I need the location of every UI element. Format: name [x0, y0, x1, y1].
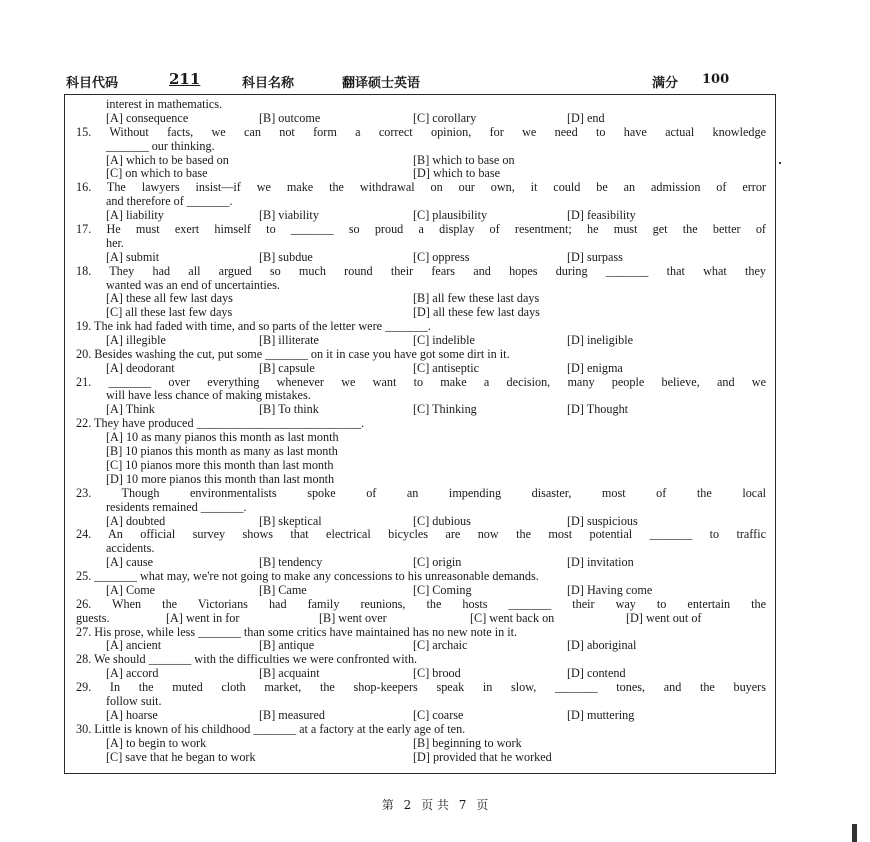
- text-line: [B] 10 pianos this month as many as last month: [106, 444, 338, 458]
- text-line: [B] To think: [259, 402, 319, 416]
- text-line: [C] on which to base: [106, 166, 208, 180]
- text-line: 18. They had all argued so much round their fears and hopes during _______ that what they: [76, 264, 766, 278]
- text-line: [D] surpass: [567, 250, 623, 264]
- text-line: 30. Little is known of his childhood _______ at a factory at the early age of ten.: [76, 722, 466, 736]
- text-line: [B] antique: [259, 638, 315, 652]
- text-line: [A] to begin to work: [106, 736, 207, 750]
- text-line: _______ our thinking.: [106, 139, 215, 153]
- text-line: [D] which to base: [413, 166, 500, 180]
- text-line: interest in mathematics.: [106, 97, 223, 111]
- text-line: accidents.: [106, 541, 155, 555]
- page-footer: [0, 796, 870, 813]
- text-line: 15. Without facts, we can not form a correct opinion, for we need to have actual knowledge: [76, 125, 766, 139]
- subject-name-label: 科目名称: [242, 76, 295, 91]
- text-line: [C] all these last few days: [106, 305, 233, 319]
- text-line: [B] viability: [259, 208, 319, 222]
- text-line: [B] beginning to work: [413, 736, 522, 750]
- text-line: [D] end: [567, 111, 605, 125]
- text-line: [C] Thinking: [413, 402, 477, 416]
- text-line: [A] liability: [106, 208, 164, 222]
- text-line: [A] submit: [106, 250, 160, 264]
- text-line: [B] went over: [319, 611, 387, 625]
- text-line: [B] outcome: [259, 111, 321, 125]
- text-line: [A] ancient: [106, 638, 162, 652]
- text-line: 19. The ink had faded with time, and so parts of the letter were _______.: [76, 319, 431, 333]
- text-line: 20. Besides washing the cut, put some _______ on it in case you have got some dirt in it.: [76, 347, 510, 361]
- text-line: [D] 10 more pianos this month than last month: [106, 472, 335, 486]
- text-line: [D] ineligible: [567, 333, 633, 347]
- text-line: [A] Come: [106, 583, 156, 597]
- text-line: and therefore of _______.: [106, 194, 233, 208]
- text-line: [B] all few these last days: [413, 291, 540, 305]
- full-score-label: 满分: [652, 76, 679, 91]
- text-line: [C] 10 pianos more this month than last month: [106, 458, 334, 472]
- text-line: residents remained _______.: [106, 500, 247, 514]
- text-line: [B] Came: [259, 583, 307, 597]
- scan-mark: [852, 824, 857, 842]
- text-line: [B] capsule: [259, 361, 315, 375]
- page-prefix: 第: [381, 798, 394, 812]
- text-line: [A] went in for: [166, 611, 240, 625]
- subject-name-value: 翻译硕士英语: [342, 76, 421, 91]
- text-line: [C] corollary: [413, 111, 477, 125]
- text-line: [A] 10 as many pianos this month as last month: [106, 430, 339, 444]
- page-suffix: 页: [476, 798, 489, 812]
- text-line: [C] oppress: [413, 250, 470, 264]
- exam-header: [66, 72, 778, 92]
- page-number: 2: [403, 798, 412, 812]
- text-line: [D] provided that he worked: [413, 750, 552, 764]
- text-line: [C] archaic: [413, 638, 468, 652]
- text-line: [A] which to be based on: [106, 153, 229, 167]
- text-line: [D] all these few last days: [413, 305, 540, 319]
- text-line: [A] Think: [106, 402, 155, 416]
- subject-code-value: 211: [169, 70, 201, 88]
- text-line: [D] enigma: [567, 361, 623, 375]
- text-line: [B] tendency: [259, 555, 323, 569]
- page-middle: 页 共: [421, 798, 449, 812]
- text-line: [C] indelible: [413, 333, 475, 347]
- text-line: [C] dubious: [413, 514, 471, 528]
- text-line: 22. They have produced ___________________________.: [76, 416, 365, 430]
- text-line: [D] Thought: [567, 402, 629, 416]
- full-score-value: 100: [702, 72, 730, 87]
- text-line: 21. _______ over everything whenever we want to make a decision, many people believe, and we: [76, 375, 766, 389]
- text-line: 24. An official survey shows that electrical bicycles are now the most potential _______ to traffic: [76, 527, 766, 541]
- text-line: [C] save that he began to work: [106, 750, 256, 764]
- text-line: 29. In the muted cloth market, the shop-keepers speak in slow, _______ tones, and the buyers: [76, 680, 766, 694]
- text-line: [B] illiterate: [259, 333, 319, 347]
- text-line: [B] measured: [259, 708, 325, 722]
- text-line: [A] these all few last days: [106, 291, 233, 305]
- text-line: [A] illegible: [106, 333, 166, 347]
- text-line: [C] coarse: [413, 708, 464, 722]
- text-line: [C] Coming: [413, 583, 472, 597]
- text-line: [C] brood: [413, 666, 461, 680]
- text-line: [C] antiseptic: [413, 361, 479, 375]
- text-line: [C] plausibility: [413, 208, 488, 222]
- text-line: [A] doubted: [106, 514, 166, 528]
- subject-code-label: 科目代码: [66, 76, 119, 91]
- text-line: [D] invitation: [567, 555, 634, 569]
- text-line: will have less chance of making mistakes.: [106, 388, 311, 402]
- text-line: [A] deodorant: [106, 361, 175, 375]
- text-line: 26. When the Victorians had family reunions, the hosts _______ their way to entertain the: [76, 597, 766, 611]
- text-line: 16. The lawyers insist—if we make the withdrawal on our own, it could be an admission of error: [76, 180, 766, 194]
- text-line: [B] subdue: [259, 250, 313, 264]
- text-line: 23. Though environmentalists spoke of an impending disaster, most of the local: [76, 486, 766, 500]
- text-line: [A] accord: [106, 666, 159, 680]
- text-line: 27. His prose, while less _______ than some critics have maintained has no new note in it.: [76, 625, 518, 639]
- text-line: guests.: [76, 611, 110, 625]
- text-line: 25. _______ what may, we're not going to make any concessions to his unreasonable demands.: [76, 569, 539, 583]
- text-line: [D] feasibility: [567, 208, 636, 222]
- text-line: [A] consequence: [106, 111, 189, 125]
- text-line: [A] hoarse: [106, 708, 158, 722]
- scan-dot: [779, 162, 781, 164]
- text-line: [D] suspicious: [567, 514, 638, 528]
- text-line: her.: [106, 236, 124, 250]
- text-line: wanted was an end of uncertainties.: [106, 278, 280, 292]
- text-line: [C] went back on: [470, 611, 555, 625]
- text-line: [B] which to base on: [413, 153, 515, 167]
- text-line: [B] acquaint: [259, 666, 320, 680]
- text-line: [C] origin: [413, 555, 462, 569]
- text-line: 28. We should _______ with the difficulties we were confronted with.: [76, 652, 418, 666]
- text-line: [D] contend: [567, 666, 626, 680]
- text-line: 17. He must exert himself to _______ so proud a display of resentment; he must get the better of: [76, 222, 766, 236]
- text-line: [D] muttering: [567, 708, 635, 722]
- text-line: [D] Having come: [567, 583, 653, 597]
- text-line: follow suit.: [106, 694, 162, 708]
- text-line: [D] aboriginal: [567, 638, 637, 652]
- text-line: [B] skeptical: [259, 514, 322, 528]
- text-line: [A] cause: [106, 555, 154, 569]
- page-total: 7: [458, 798, 467, 812]
- text-line: [D] went out of: [626, 611, 702, 625]
